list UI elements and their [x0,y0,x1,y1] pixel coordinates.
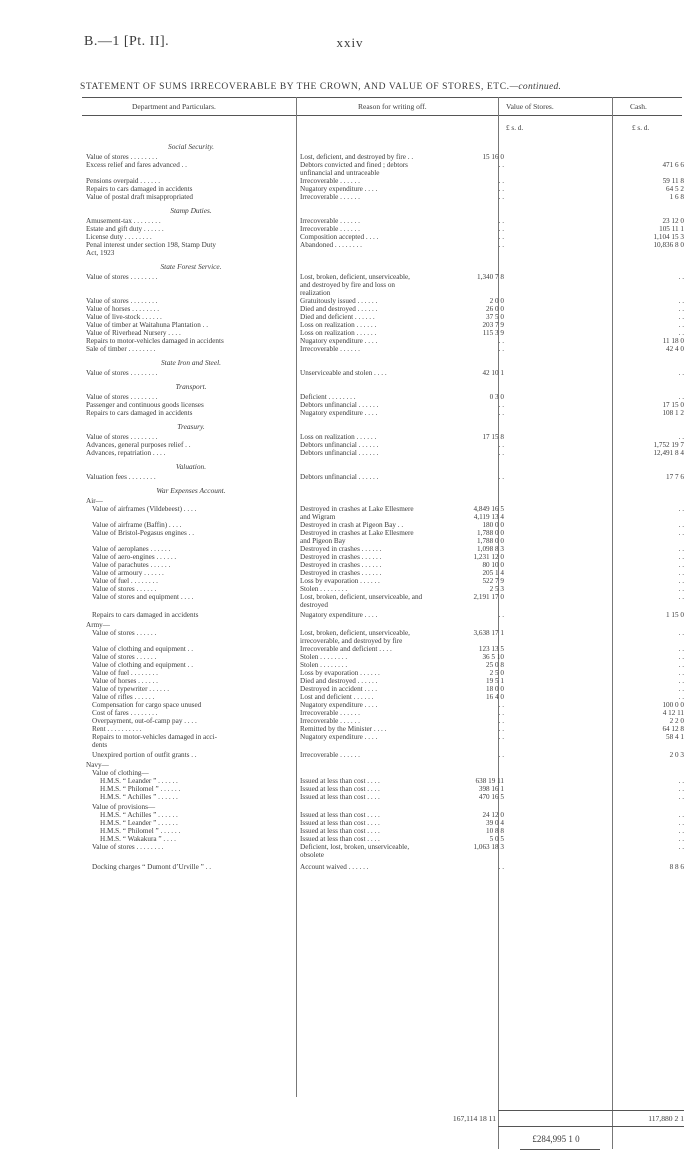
reason-cell: Abandoned . . . . . . . . [300,241,362,249]
stores-value-cell: . . [498,863,504,871]
reason-cell: Destroyed in accident . . . . [300,685,378,693]
cash-value-cell: . . [678,785,684,793]
cash-value-cell: 105 11 1 [659,225,684,233]
cash-value-cell: 58 4 1 [666,733,684,741]
reason-cell: Loss on realization . . . . . . [300,433,377,441]
cash-value-cell: . . [678,819,684,827]
particulars-cell: Value of stores . . . . . . . . [86,369,158,377]
totals-rule [498,1110,684,1111]
cash-value-cell: 8 8 6 [669,863,684,871]
stores-value-cell: 2,191 17 0 [473,593,504,601]
particulars-cell: Penal interest under section 198, Stamp Duty [86,241,216,249]
particulars-cell: Act, 1923 [86,249,115,257]
reason-cell: Died and destroyed . . . . . . [300,677,378,685]
stores-value-cell: 1,788 0 0 [477,537,504,545]
particulars-cell: Army— [86,621,110,629]
reason-cell: Irrecoverable . . . . . . [300,345,360,353]
reason-cell: Loss by evaporation . . . . . . [300,577,380,585]
section-heading: Transport. [175,382,207,391]
reason-cell: Destroyed in crashes . . . . . . [300,569,382,577]
stores-value-cell: . . [498,193,504,201]
totals-bottom-rule [498,1126,684,1127]
cash-value-cell: . . [678,827,684,835]
reason-cell: and Pigeon Bay [300,537,346,545]
particulars-cell: Compensation for cargo space unused [92,701,202,709]
particulars-cell: Rent . . . . . . . . . . [92,725,142,733]
stores-value-cell: . . [498,725,504,733]
stores-value-cell: 19 5 1 [486,677,504,685]
stores-value-cell: 1,098 8 3 [477,545,504,553]
particulars-cell: Value of stores . . . . . . . . [86,297,158,305]
reason-cell: Nugatory expenditure . . . . [300,409,378,417]
stores-unit-header: £ s. d. [506,124,524,132]
particulars-cell: Value of stores . . . . . . [92,653,157,661]
reason-cell: Issued at less than cost . . . . [300,785,380,793]
cash-value-cell: . . [678,297,684,305]
stores-value-cell: 15 16 0 [482,153,504,161]
particulars-cell: Value of airframes (Vildebeest) . . . . [92,505,197,513]
column-header-particulars: Department and Particulars. [132,102,216,111]
particulars-cell: Estate and gift duty . . . . . . [86,225,164,233]
cash-value-cell: 12,491 8 4 [653,449,684,457]
reason-cell: Irrecoverable . . . . . . [300,751,360,759]
cash-value-cell: . . [678,811,684,819]
section-heading: Treasury. [177,422,205,431]
particulars-cell: Value of stores . . . . . . . . [86,393,158,401]
particulars-cell: Value of clothing— [92,769,149,777]
reason-cell: and destroyed by fire and loss on [300,281,396,289]
particulars-cell: Value of aero-engines . . . . . . [92,553,177,561]
cash-value-cell: 42 4 0 [666,345,684,353]
reason-cell: Nugatory expenditure . . . . [300,611,378,619]
document-reference: B.—1 [Pt. II]. [84,34,170,49]
stores-value-cell: . . [498,177,504,185]
cash-value-cell: . . [678,369,684,377]
cash-value-cell: . . [678,645,684,653]
particulars-cell: Cost of fares . . . . . . . . [92,709,158,717]
stores-value-cell: . . [498,709,504,717]
statement-title [80,82,680,92]
reason-cell: irrecoverable, and destroyed by fire [300,637,403,645]
particulars-cell: Value of clothing and equipment . . [92,645,193,653]
stores-value-cell: 2 0 0 [489,297,504,305]
reason-cell: Irrecoverable . . . . . . [300,193,360,201]
page-number: xxiv [336,35,364,50]
cash-unit-header: £ s. d. [632,124,650,132]
particulars-cell: Value of airframe (Baffin) . . . . [92,521,182,529]
cash-value-cell: 100 0 0 [662,701,684,709]
stores-value-cell: 42 10 1 [482,369,504,377]
reason-cell: Debtors unfinancial . . . . . . [300,401,379,409]
particulars-cell: Value of Bristol-Pegasus engines . . [92,529,195,537]
reason-cell: Debtors convicted and fined ; debtors [300,161,408,169]
particulars-cell: H.M.S. “ Wakakura ” . . . . [100,835,176,843]
particulars-cell: Value of provisions— [92,803,156,811]
stores-value-cell: 18 0 0 [486,685,504,693]
stores-value-cell: 1,340 7 8 [477,273,504,281]
particulars-cell: Value of stores and equipment . . . . [92,593,194,601]
cash-value-cell: 471 6 6 [662,161,684,169]
particulars-cell: Air— [86,497,103,505]
stores-value-cell: 25 0 8 [486,661,504,669]
cash-value-cell: . . [678,685,684,693]
cash-value-cell: 17 15 0 [662,401,684,409]
stores-value-cell: 24 12 0 [482,811,504,819]
statement-title-suffix: —continued. [509,82,562,92]
page-header [0,34,700,54]
reason-cell: Lost, deficient, and destroyed by fire . . [300,153,414,161]
cash-value-cell: . . [678,585,684,593]
section-heading: State Iron and Steel. [160,358,222,367]
section-heading: War Expenses Account. [156,486,226,495]
particulars-cell: Docking charges “ Dumont d’Urville ” . . [92,863,212,871]
stores-value-cell: 2 5 3 [489,585,504,593]
cash-value-cell: 23 12 0 [662,217,684,225]
cash-value-cell: . . [678,545,684,553]
particulars-cell: Value of horses . . . . . . [92,677,158,685]
particulars-cell: Value of fuel . . . . . . . . [92,669,158,677]
stores-value-cell: 470 16 5 [478,793,504,801]
particulars-cell: Value of clothing and equipment . . [92,661,193,669]
particulars-cell: License duty . . . . . . . . [86,233,152,241]
stores-value-cell: . . [498,217,504,225]
particulars-cell: Value of armoury . . . . . . [92,569,164,577]
column-divider-stores [498,97,499,1149]
stores-value-cell: . . [498,185,504,193]
particulars-cell: Value of fuel . . . . . . . . [92,577,158,585]
stores-value-cell: . . [498,161,504,169]
reason-cell: Lost, broken, deficient, unserviceable, [300,273,410,281]
grand-total-underline [520,1149,600,1150]
stores-value-cell: 4,849 16 5 [473,505,504,513]
particulars-cell: Value of postal draft misappropriated [86,193,193,201]
cash-value-cell: 108 1 2 [662,409,684,417]
stores-value-cell: . . [498,449,504,457]
reason-cell: Nugatory expenditure . . . . [300,701,378,709]
reason-cell: Nugatory expenditure . . . . [300,337,378,345]
cash-value-cell: 2 2 0 [669,717,684,725]
stores-value-cell: 398 16 1 [478,785,504,793]
cash-value-cell: . . [678,661,684,669]
stores-value-cell: 5 0 5 [489,835,504,843]
stores-value-cell: . . [498,401,504,409]
reason-cell: Stolen . . . . . . . . [300,585,348,593]
cash-value-cell: 64 12 8 [662,725,684,733]
cash-value-cell: . . [678,569,684,577]
stores-value-cell: 180 0 0 [482,521,504,529]
cash-value-cell: . . [678,677,684,685]
stores-value-cell: 10 8 8 [486,827,504,835]
cash-value-cell: . . [678,593,684,601]
header-rule [82,115,682,116]
cash-value-cell: . . [678,629,684,637]
section-heading: Social Security. [168,142,214,151]
reason-cell: Deficient . . . . . . . . [300,393,356,401]
cash-value-cell: . . [678,793,684,801]
stores-value-cell: 80 10 0 [482,561,504,569]
reason-cell: Loss by evaporation . . . . . . [300,669,380,677]
particulars-cell: Repairs to cars damaged in accidents [92,611,199,619]
particulars-cell: Advances, general purposes relief . . [86,441,191,449]
stores-value-cell: 1,788 0 0 [477,529,504,537]
particulars-cell: Repairs to motor-vehicles damaged in accidents [86,337,224,345]
stores-value-cell: 1,063 18 3 [473,843,504,851]
reason-cell: Irrecoverable . . . . . . [300,217,360,225]
cash-value-cell: 1,752 19 7 [653,441,684,449]
particulars-cell: Repairs to cars damaged in accidents [86,185,193,193]
cash-value-cell: 17 7 6 [666,473,684,481]
reason-cell: Issued at less than cost . . . . [300,793,380,801]
particulars-cell: Unexpired portion of outfit grants . . [92,751,197,759]
particulars-cell: H.M.S. “ Achilles ” . . . . . . [100,793,178,801]
stores-value-cell: . . [498,751,504,759]
cash-value-cell: 2 0 3 [669,751,684,759]
reason-cell: Died and destroyed . . . . . . [300,305,378,313]
cash-value-cell: . . [678,529,684,537]
particulars-cell: Value of parachutes . . . . . . [92,561,171,569]
reason-cell: obsolete [300,851,324,859]
particulars-cell: H.M.S. “ Philomel ” . . . . . . [100,785,181,793]
stores-value-cell: . . [498,233,504,241]
section-heading: Valuation. [175,462,207,471]
stores-value-cell: 1,231 12 0 [473,553,504,561]
reason-cell: Loss on realization . . . . . . [300,329,377,337]
reason-cell: Composition accepted . . . . [300,233,379,241]
reason-cell: Issued at less than cost . . . . [300,827,380,835]
cash-value-cell: . . [678,561,684,569]
reason-cell: Destroyed in crashes at Lake Ellesmere [300,529,414,537]
particulars-cell: H.M.S. “ Leander ” . . . . . . [100,777,178,785]
cash-value-cell: . . [678,305,684,313]
total-cash: 117,880 2 1 [648,1114,684,1123]
reason-cell: and Wigram [300,513,336,521]
cash-value-cell: . . [678,393,684,401]
particulars-cell: Pensions overpaid . . . . . . [86,177,161,185]
cash-value-cell: 64 5 2 [666,185,684,193]
particulars-cell: Overpayment, out-of-camp pay . . . . [92,717,197,725]
stores-value-cell: . . [498,241,504,249]
particulars-cell: Repairs to cars damaged in accidents [86,409,193,417]
column-header-reason: Reason for writing off. [358,102,427,111]
reason-cell: Nugatory expenditure . . . . [300,185,378,193]
stores-value-cell: . . [498,473,504,481]
stores-value-cell: . . [498,611,504,619]
statement-title-text: STATEMENT OF SUMS IRRECOVERABLE BY THE CROWN, AND VALUE OF STORES, ETC. [80,82,510,92]
particulars-cell: Value of typewriter . . . . . . [92,685,170,693]
reason-cell: Irrecoverable . . . . . . [300,709,360,717]
cash-value-cell: . . [678,693,684,701]
particulars-cell: Valuation fees . . . . . . . . [86,473,156,481]
reason-cell: Died and deficient . . . . . . [300,313,375,321]
reason-cell: Issued at less than cost . . . . [300,777,380,785]
cash-value-cell: 1,104 15 3 [653,233,684,241]
particulars-cell: Passenger and continuous goods licenses [86,401,204,409]
cash-value-cell: . . [678,553,684,561]
reason-cell: Issued at less than cost . . . . [300,819,380,827]
particulars-cell: Value of timber at Waitahuna Plantation . . [86,321,209,329]
reason-cell: Gratuitously issued . . . . . . [300,297,378,305]
reason-cell: Lost, broken, deficient, unserviceable, [300,629,410,637]
cash-value-cell: 1 15 0 [666,611,684,619]
particulars-cell: Repairs to motor-vehicles damaged in acci- [92,733,217,741]
particulars-cell: Value of Riverhead Nursery . . . . [86,329,181,337]
stores-value-cell: . . [498,225,504,233]
cash-value-cell: . . [678,521,684,529]
cash-value-cell: . . [678,653,684,661]
cash-value-cell: . . [678,777,684,785]
stores-value-cell: 123 13 5 [478,645,504,653]
reason-cell: Irrecoverable and deficient . . . . [300,645,392,653]
reason-cell: Irrecoverable . . . . . . [300,717,360,725]
cash-value-cell: . . [678,329,684,337]
column-divider-reason [296,97,297,1097]
stores-value-cell: . . [498,409,504,417]
cash-value-cell: . . [678,273,684,281]
particulars-cell: Navy— [86,761,109,769]
particulars-cell: Value of stores . . . . . . . . [86,433,158,441]
reason-cell: Issued at less than cost . . . . [300,811,380,819]
reason-cell: Debtors unfinancial . . . . . . [300,449,379,457]
stores-value-cell: 37 5 0 [486,313,504,321]
particulars-cell: H.M.S. “ Leander ” . . . . . . [100,819,178,827]
particulars-cell: Value of live-stock . . . . . . [86,313,162,321]
stores-value-cell: . . [498,717,504,725]
stores-value-cell: 36 5 10 [482,653,504,661]
stores-value-cell: 203 7 9 [482,321,504,329]
particulars-cell: H.M.S. “ Philomel ” . . . . . . [100,827,181,835]
particulars-cell: Amusement-tax . . . . . . . . [86,217,161,225]
particulars-cell: Value of horses . . . . . . . . [86,305,160,313]
reason-cell: Irrecoverable . . . . . . [300,225,360,233]
stores-value-cell: 16 4 0 [486,693,504,701]
column-divider-cash [612,97,613,1149]
particulars-cell: Value of stores . . . . . . [92,585,157,593]
stores-value-cell: . . [498,345,504,353]
stores-value-cell: 115 3 9 [482,329,504,337]
stores-value-cell: 2 5 0 [489,669,504,677]
reason-cell: unfinancial and untraceable [300,169,380,177]
reason-cell: Remitted by the Minister . . . . [300,725,387,733]
reason-cell: destroyed [300,601,328,609]
reason-cell: realization [300,289,331,297]
stores-value-cell: 638 19 11 [475,777,504,785]
reason-cell: Debtors unfinancial . . . . . . [300,473,379,481]
stores-value-cell: 4,119 13 4 [473,513,504,521]
cash-value-cell: 4 12 11 [662,709,684,717]
reason-cell: Debtors unfinancial . . . . . . [300,441,379,449]
particulars-cell: Value of stores . . . . . . . . [86,273,158,281]
reason-cell: Loss on realization . . . . . . [300,321,377,329]
reason-cell: Stolen . . . . . . . . [300,653,348,661]
particulars-cell: Value of rifles . . . . . . [92,693,155,701]
stores-value-cell: . . [498,733,504,741]
reason-cell: Nugatory expenditure . . . . [300,733,378,741]
cash-value-cell: . . [678,505,684,513]
top-rule [82,97,682,98]
stores-value-cell: . . [498,337,504,345]
particulars-cell: Value of stores . . . . . . . . [86,153,158,161]
stores-value-cell: 522 7 9 [482,577,504,585]
reason-cell: Account waived . . . . . . [300,863,369,871]
total-stores: 167,114 18 11 [452,1114,496,1123]
cash-value-cell: . . [678,577,684,585]
stores-value-cell: . . [498,441,504,449]
particulars-cell: Excess relief and fares advanced . . [86,161,187,169]
cash-value-cell: 10,836 8 0 [653,241,684,249]
reason-cell: Destroyed in crashes . . . . . . [300,561,382,569]
particulars-cell: dents [92,741,108,749]
reason-cell: Lost, broken, deficient, unserviceable, and [300,593,423,601]
particulars-cell: Sale of timber . . . . . . . . [86,345,156,353]
section-heading: Stamp Duties. [170,206,212,215]
particulars-cell: Value of stores . . . . . . . . [92,843,164,851]
cash-value-cell: 59 11 8 [662,177,684,185]
column-header-stores: Value of Stores. [506,102,554,111]
reason-cell: Destroyed in crashes . . . . . . [300,553,382,561]
reason-cell: Irrecoverable . . . . . . [300,177,360,185]
reason-cell: Destroyed in crashes at Lake Ellesmere [300,505,414,513]
cash-value-cell: . . [678,321,684,329]
reason-cell: Deficient, lost, broken, unserviceable, [300,843,410,851]
reason-cell: Stolen . . . . . . . . [300,661,348,669]
cash-value-cell: . . [678,433,684,441]
cash-value-cell: . . [678,843,684,851]
cash-value-cell: . . [678,835,684,843]
reason-cell: Lost and deficient . . . . . . [300,693,374,701]
stores-value-cell: 39 0 4 [486,819,504,827]
reason-cell: Destroyed in crashes . . . . . . [300,545,382,553]
cash-value-cell: . . [678,313,684,321]
particulars-cell: Advances, repatriation . . . . [86,449,166,457]
reason-cell: Unserviceable and stolen . . . . [300,369,387,377]
particulars-cell: H.M.S. “ Achilles ” . . . . . . [100,811,178,819]
cash-value-cell: 11 18 0 [662,337,684,345]
stores-value-cell: 17 15 8 [482,433,504,441]
column-header-cash: Cash. [630,102,647,111]
stores-value-cell: 205 1 4 [482,569,504,577]
cash-value-cell: 1 6 8 [669,193,684,201]
grand-total: £284,995 1 0 [532,1134,580,1144]
section-heading: State Forest Service. [160,262,222,271]
stores-value-cell: 3,638 17 1 [473,629,504,637]
stores-value-cell: . . [498,701,504,709]
reason-cell: Issued at less than cost . . . . [300,835,380,843]
stores-value-cell: 0 3 0 [489,393,504,401]
particulars-cell: Value of stores . . . . . . [92,629,157,637]
particulars-cell: Value of aeroplanes . . . . . . [92,545,171,553]
cash-value-cell: . . [678,669,684,677]
stores-value-cell: 26 0 0 [486,305,504,313]
reason-cell: Destroyed in crash at Pigeon Bay . . [300,521,404,529]
